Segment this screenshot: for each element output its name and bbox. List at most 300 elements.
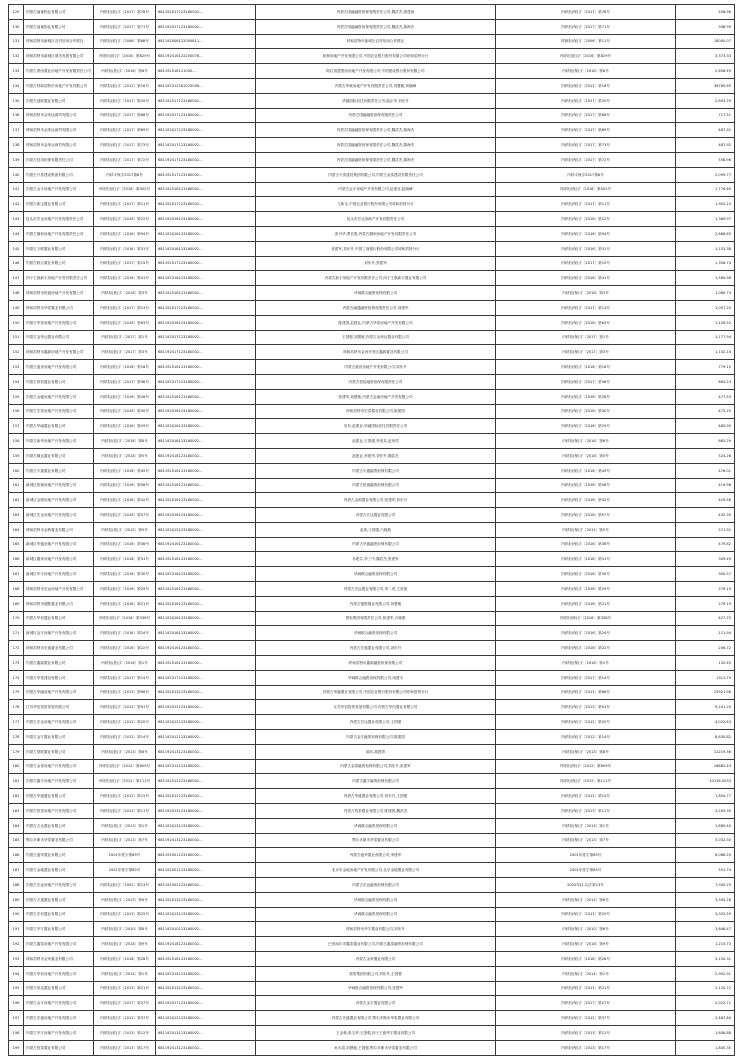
guarantor-cell: 张建军,刘慧敏,内蒙古金地房地产开发有限公司 [256, 389, 496, 404]
certificate-number-cell: 内呼担(保)字〔2010〕第8号 [496, 922, 676, 937]
guarantor-cell: 呼和浩特市新城区农村信用合作联社 [256, 34, 496, 49]
company-name-cell: 新城区金源房地产开发有限公司 [24, 493, 94, 508]
guarantor-cell: 江苏华信投资发展有限公司,内蒙古华信置业有限公司 [256, 700, 496, 715]
registration-code-cell: 681192017123180002... [156, 123, 256, 138]
company-name-cell: 四子王旗新宇房地产开发有限责任公司 [24, 271, 94, 286]
row-number: 151 [9, 330, 24, 345]
company-name-cell: 内蒙古金宇房地产开发有限公司 [24, 996, 94, 1011]
contract-number-cell: 内呼担(抵)字〔2016〕第30号 [94, 404, 156, 419]
amount-cell: 3,925.59 [676, 907, 735, 922]
amount-cell: 3,646.47 [676, 922, 735, 937]
row-number: 129 [9, 5, 24, 20]
guarantor-cell: 呼和浩特市华宇置业有限公司,刘东升 [256, 922, 496, 937]
row-number: 177 [9, 715, 24, 730]
registration-code-cell: 681192017123180002... [156, 167, 256, 182]
registration-code-cell: 681192016123180002... [156, 537, 256, 552]
amount-cell: 485.95 [676, 419, 735, 434]
certificate-number-cell: 2001年度字第65号 [496, 848, 676, 863]
contract-number-cell: 内呼担(抵)字〔2016〕第57号 [94, 508, 156, 523]
table-row [9, 611, 735, 626]
amount-cell: 2,022.71 [676, 996, 735, 1011]
company-name-cell: 内蒙古联合置业有限公司 [24, 256, 94, 271]
registration-code-cell: 681192018123180002... [156, 182, 256, 197]
contract-number-cell: 内呼担(抵)字〔2017〕第72号 [94, 152, 156, 167]
guarantor-cell: 乾坤房地产开发有限公司,中国农业银行股份有限公司呼和浩特分行 [256, 49, 496, 64]
company-name-cell: 内蒙古金地置业有限公司 [24, 863, 94, 878]
amount-cell: 1,854.77 [676, 789, 735, 804]
company-name-cell: 内蒙古宏达房地产开发有限公司 [24, 715, 94, 730]
certificate-number-cell: 内呼担(保)字〔2018〕第9号 [496, 937, 676, 952]
amount-cell: 18682.43 [676, 759, 735, 774]
guarantor-cell: 内蒙古国融融资担保有限责任公司,魏武杰,陈海杰 [256, 123, 496, 138]
contract-number-cell: 内呼担(抵)字〔2016〕第41号 [94, 271, 156, 286]
contract-number-cell: 内呼担(抵)字〔2006〕第88号 [94, 34, 156, 49]
contract-number-cell: 内呼担(抵)字〔2013〕第6号 [94, 892, 156, 907]
contract-number-cell: 内呼担(抵)字〔2013〕第21号 [94, 981, 156, 996]
company-name-cell: 内蒙古呼和浩特市房地产开发有限公司 [24, 78, 94, 93]
contract-number-cell: 内呼担(抵)字〔2018〕第002号 [94, 182, 156, 197]
table-row [9, 138, 735, 153]
row-number: 133 [9, 64, 24, 79]
amount-cell: 1,210.73 [676, 937, 735, 952]
table-row [9, 49, 735, 64]
contract-number-cell: 内呼担(抵)字〔2013〕第11号 [94, 804, 156, 819]
company-name-cell: 内蒙古华融房地产开发有限公司 [24, 685, 94, 700]
table-row [9, 152, 735, 167]
company-name-cell: 内蒙古新宝置业有限公司 [24, 197, 94, 212]
guarantor-cell: 内蒙古德胜置业有限公司,刘慧敏 [256, 596, 496, 611]
company-name-cell: 内蒙古恒达置业有限公司 [24, 981, 94, 996]
row-number: 156 [9, 404, 24, 419]
company-name-cell: 内蒙古金荣达置业有限公司 [24, 330, 94, 345]
certificate-number-cell: 内呼担(保)字〔2016〕第29号 [496, 582, 676, 597]
row-number: 191 [9, 922, 24, 937]
row-number: 131 [9, 34, 24, 49]
guarantor-cell: 北京市金地房地产开发有限公司,北京金地置业有限公司 [256, 863, 496, 878]
company-name-cell: 内蒙古盛世房地产开发有限公司 [24, 360, 94, 375]
registration-code-cell: 681192017123180002... [156, 330, 256, 345]
guarantor-cell: 内蒙古金源置业有限公司,张建军,刘东升 [256, 493, 496, 508]
amount-cell: 476.01 [676, 463, 735, 478]
registration-code-cell: 681192017123180002... [156, 108, 256, 123]
amount-cell: 10126.5033 [676, 774, 735, 789]
amount-cell: 419.98 [676, 478, 735, 493]
certificate-number-cell: 内呼担(保)字〔2018〕第5号 [496, 448, 676, 463]
guarantor-cell: 内蒙古宏达置业有限公司,王国强 [256, 715, 496, 730]
contract-number-cell: 内呼担(抵)字〔2017〕第3号 [94, 345, 156, 360]
amount-cell: 398.99 [676, 19, 735, 34]
registration-code-cell: 681192016122200076... [156, 49, 256, 64]
row-number: 169 [9, 596, 24, 611]
contract-number-cell: 内呼担(抵)字〔2017〕第73号 [94, 138, 156, 153]
registration-code-cell: 681192012123180002... [156, 774, 256, 789]
contract-number-cell: 内呼担(抵)字〔2016〕第30号 [94, 567, 156, 582]
row-number: 199 [9, 1040, 24, 1055]
table-row [9, 522, 735, 537]
guarantor-cell: 内蒙古新宇房地产开发有限责任公司,四子王旗新宇置业有限公司 [256, 271, 496, 286]
guarantor-cell: 华融国际信托有限责任公司,陆正华,刘东升 [256, 93, 496, 108]
registration-code-cell: 681192016123180002... [156, 419, 256, 434]
contract-number-cell: 内呼担(抵)字〔2016〕第28号 [94, 389, 156, 404]
certificate-number-cell: 内呼担(保)字〔2017〕第68号 [496, 108, 676, 123]
guarantor-cell: 赵建业,李建华,刘东升,魏武杰 [256, 448, 496, 463]
table-row [9, 582, 735, 597]
amount-cell: 2,666.65 [676, 226, 735, 241]
row-number: 178 [9, 730, 24, 745]
table-row [9, 448, 735, 463]
amount-cell: 36765.65 [676, 78, 735, 93]
registry-table [8, 4, 735, 1056]
table-row [9, 537, 735, 552]
company-name-cell: 包头市宏达房地产开发有限责任公司 [24, 212, 94, 227]
company-name-cell: 内蒙古恒泰房地产开发有限公司 [24, 804, 94, 819]
registration-code-cell: 681192013123180002... [156, 685, 256, 700]
contract-number-cell: 内呼担(抵)字〔2012〕第91号 [94, 700, 156, 715]
registration-code-cell: 681192016123180002... [156, 508, 256, 523]
amount-cell: 1,153.38 [676, 241, 735, 256]
amount-cell: 2,902.91 [676, 966, 735, 981]
registration-code-cell: 681192016123180002... [156, 271, 256, 286]
company-name-cell: 内蒙古鑫泰房地产开发有限公司 [24, 937, 94, 952]
guarantor-cell: 蒙电集团有限责任公司,张建军,白晓燕 [256, 611, 496, 626]
company-name-cell: 内蒙古宏信置业有限公司 [24, 907, 94, 922]
amount-cell: 9,241.20 [676, 700, 735, 715]
row-number: 168 [9, 582, 24, 597]
contract-number-cell: 内呼担(抵)字〔2018〕第31号 [94, 552, 156, 567]
guarantor-cell: 乔建芬,李三中,魏武杰,张建军 [256, 552, 496, 567]
contract-number-cell: 内呼担(抵)字〔2017〕第27号 [94, 996, 156, 1011]
guarantor-cell: 孙永清,刘慧敏,王国强,鄂尔多斯市华泰置业有限公司 [256, 1040, 496, 1055]
company-name-cell: 新城区华宇房地产开发有限公司 [24, 567, 94, 582]
amount-cell: 779.15 [676, 360, 735, 375]
amount-cell: 1,689.40 [676, 818, 735, 833]
guarantor-cell: 包头市宏达房地产开发有限责任公司 [256, 212, 496, 227]
amount-cell: 7,945.25 [676, 878, 735, 893]
row-number: 164 [9, 522, 24, 537]
row-number: 144 [9, 226, 24, 241]
amount-cell: 419.58 [676, 493, 735, 508]
company-name-cell: 新城区鑫荣房地产开发有限公司 [24, 552, 94, 567]
amount-cell: 1,177.94 [676, 330, 735, 345]
guarantor-cell: 华诚联合融资担保有限公司 [256, 626, 496, 641]
registration-code-cell: 681192002123180002... [156, 878, 256, 893]
table-row [9, 848, 735, 863]
guarantor-cell: 内蒙古宏远融资担保有限公司 [256, 878, 496, 893]
guarantor-cell: 华诚联合融资担保有限公司,周建平 [256, 670, 496, 685]
contract-number-cell: 内呼担(抵)字〔2013〕第8号 [94, 744, 156, 759]
company-name-cell: 内蒙古万通置业有限公司 [24, 892, 94, 907]
company-name-cell: 内蒙古福巢物业有限公司 [24, 19, 94, 34]
contract-number-cell: 内呼担(抵)字〔2012〕第37号 [94, 1011, 156, 1026]
row-number: 163 [9, 508, 24, 523]
table-row [9, 863, 735, 878]
certificate-number-cell: 内呼担(保)字〔2012〕第37号 [496, 1011, 676, 1026]
contract-number-cell: 内呼担(抵)字〔2016〕第63号 [94, 315, 156, 330]
registration-code-cell: 681192016123180002... [156, 463, 256, 478]
amount-cell: 1,560.98 [676, 271, 735, 286]
certificate-number-cell: 2002年[2-2]字第13号 [496, 878, 676, 893]
company-name-cell: 内蒙古万联置业有限公司 [24, 241, 94, 256]
guarantor-cell: 内蒙古恒信融资担保有限责任公司 [256, 374, 496, 389]
row-number: 143 [9, 212, 24, 227]
table-row [9, 952, 735, 967]
contract-number-cell: 内呼担(抵)字〔2013〕第7号 [94, 833, 156, 848]
registration-code-cell: 681192010123180002... [156, 922, 256, 937]
contract-number-cell: 内呼担(抵)字〔2016〕第18号 [94, 360, 156, 375]
registration-code-cell: 681192013123180002... [156, 981, 256, 996]
company-name-cell: 呼和浩特市鑫源房地产开发有限公司 [24, 345, 94, 360]
contract-number-cell: 内呼丰保字2017第8号 [94, 167, 156, 182]
amount-cell: 18000.07 [676, 34, 735, 49]
company-name-cell: 内蒙古兴泰建设集团有限公司 [24, 167, 94, 182]
guarantor-cell: 鄂尔多斯市华泰置业有限公司 [256, 833, 496, 848]
registration-code-cell: 681192017123180002... [156, 19, 256, 34]
registration-code-cell: 681192018123180002... [156, 952, 256, 967]
contract-number-cell: 内呼担(抵)字〔2016〕第29号 [94, 419, 156, 434]
certificate-number-cell: 内呼担(保)字〔2016〕第49号 [496, 463, 676, 478]
row-number: 161 [9, 478, 24, 493]
contract-number-cell: 内呼担(抵)字〔2018〕第3号 [94, 286, 156, 301]
company-name-cell: 内蒙古恒信置业有限公司 [24, 374, 94, 389]
guarantor-cell: 华诚联合融资担保有限公司 [256, 818, 496, 833]
company-name-cell: 呼和浩特市金桥置业有限公司 [24, 522, 94, 537]
table-row [9, 596, 735, 611]
row-number: 136 [9, 108, 24, 123]
table-row [9, 300, 735, 315]
contract-number-cell: 内呼担(抵)字〔2017〕第11号 [94, 197, 156, 212]
contract-number-cell: 内呼担(抵)字〔2014〕第1号 [94, 966, 156, 981]
amount-cell: 558.96 [676, 152, 735, 167]
certificate-number-cell: 内呼担(保)字〔2012〕第609号 [496, 759, 676, 774]
guarantor-cell: 王新宝,中国农业银行股份有限公司呼和浩特分行 [256, 197, 496, 212]
row-number: 173 [9, 656, 24, 671]
contract-number-cell: 内呼担(抵)字〔2012〕第20号 [94, 715, 156, 730]
registration-code-cell: 681192012181070008... [156, 78, 256, 93]
registration-code-cell: 681192018123180002... [156, 552, 256, 567]
table-row [9, 463, 735, 478]
row-number: 171 [9, 626, 24, 641]
certificate-number-cell: 内呼担(保)字〔2016〕第42号 [496, 493, 676, 508]
company-name-cell: 内蒙古信用担保有限责任公司 [24, 152, 94, 167]
table-row [9, 656, 735, 671]
guarantor-cell: 赵贵,王国强,白晓燕 [256, 522, 496, 537]
amount-cell: 2,467.80 [676, 1011, 735, 1026]
amount-cell: 3,205.35 [676, 804, 735, 819]
guarantor-cell: 吴东,赵建业,华融国际信托有限责任公司 [256, 419, 496, 434]
guarantor-cell: 内蒙古华威房地产开发有限责任公司,刘慧敏,刘晓峰 [256, 78, 496, 93]
table-row [9, 670, 735, 685]
company-name-cell: 内蒙古鑫源置业有限公司 [24, 656, 94, 671]
certificate-number-cell: 内呼担(保)字〔2016〕第30号 [496, 404, 676, 419]
amount-cell: 1,156.52 [676, 315, 735, 330]
row-number: 194 [9, 966, 24, 981]
certificate-number-cell: 内呼担(保)字〔2017〕第69号 [496, 123, 676, 138]
contract-number-cell: 内呼担(抵)字〔2016〕第24号 [94, 626, 156, 641]
table-row [9, 330, 735, 345]
guarantor-cell: 王国强,刘慧敏,内蒙古金荣达置业有限公司 [256, 330, 496, 345]
certificate-number-cell: 内呼担(保)字〔2016〕第29号 [496, 419, 676, 434]
company-name-cell: 内蒙古新华房地产开发有限公司 [24, 434, 94, 449]
row-number: 134 [9, 78, 24, 93]
certificate-number-cell: 内呼担(保)字〔2018〕第002号 [496, 182, 676, 197]
amount-cell: 4,022.43 [676, 715, 735, 730]
table-row [9, 286, 735, 301]
row-number: 159 [9, 448, 24, 463]
registration-code-cell: 681192016123180002... [156, 434, 256, 449]
registration-code-cell: 681192013123180002... [156, 907, 256, 922]
row-number: 172 [9, 641, 24, 656]
guarantor-cell: 张丹华,贾长胜,内蒙古顺和房地产开发有限责任公司 [256, 226, 496, 241]
company-name-cell: 内蒙古宏盛房地产开发有限公司 [24, 1011, 94, 1026]
amount-cell: 3,373.33 [676, 49, 735, 64]
guarantor-cell: 内蒙古华盛置业有限公司,刘东升,王国强 [256, 789, 496, 804]
table-row [9, 878, 735, 893]
company-name-cell: 内蒙古宇通置业有限公司 [24, 463, 94, 478]
row-number: 158 [9, 434, 24, 449]
table-row [9, 996, 735, 1011]
guarantor-cell: 蒙泰集团有限公司,刘东升,王国强 [256, 966, 496, 981]
registration-code-cell: 681192017123180002... [156, 152, 256, 167]
amount-cell: 279.19 [676, 582, 735, 597]
registration-code-cell: 681192016123180002... [156, 212, 256, 227]
company-name-cell: 内蒙古顺达置业有限公司 [24, 448, 94, 463]
company-name-cell: 新城区金宇房地产开发有限公司 [24, 626, 94, 641]
row-number: 174 [9, 670, 24, 685]
table-row [9, 1040, 735, 1055]
company-name-cell: 内蒙古金泰房地产开发有限公司 [24, 759, 94, 774]
contract-number-cell: 内呼担(抵)字〔2016〕第36号 [94, 537, 156, 552]
company-name-cell: 新城区恒瑞房地产开发有限公司 [24, 478, 94, 493]
contract-number-cell: 内呼担(抵)字〔2018〕第8号 [94, 64, 156, 79]
certificate-number-cell: 内呼担(保)字〔2016〕第41号 [496, 271, 676, 286]
certificate-number-cell: 内呼担(保)字〔2016〕第58号 [496, 478, 676, 493]
certificate-number-cell: 内呼担(保)字〔2017〕第15号 [496, 256, 676, 271]
amount-cell: 3,150.31 [676, 952, 735, 967]
contract-number-cell: 内呼担(抵)字〔2016〕第338号 [94, 611, 156, 626]
registration-code-cell: 681192014123180002... [156, 966, 256, 981]
guarantor-cell: 内蒙古华盛融资担保有限公司 [256, 537, 496, 552]
amount-cell: 663.23 [676, 374, 735, 389]
company-name-cell: 呼和浩特市金荣达商贸有限公司 [24, 138, 94, 153]
certificate-number-cell: 2001年度字第85号 [496, 863, 676, 878]
table-row [9, 789, 735, 804]
certificate-number-cell: 内呼担(保)字〔2017〕第3号 [496, 345, 676, 360]
certificate-number-cell: 内呼担(保)字〔2012〕第16号 [496, 78, 676, 93]
table-row [9, 937, 735, 952]
row-number: 165 [9, 537, 24, 552]
registration-code-cell: 681192012123180002... [156, 1011, 256, 1026]
certificate-number-cell: 内呼担(保)字〔2017〕第1号 [496, 330, 676, 345]
registration-code-cell: 681192012123180002... [156, 759, 256, 774]
table-row [9, 833, 735, 848]
certificate-number-cell: 内呼担(保)字〔2016〕第30号 [496, 567, 676, 582]
contract-number-cell: 内呼担(抵)字〔2010〕第8号 [94, 922, 156, 937]
row-number: 192 [9, 937, 24, 952]
registration-code-cell: 681192012123180002... [156, 730, 256, 745]
registration-code-cell: 681192017123180002... [156, 374, 256, 389]
company-name-cell: 呼和浩特市宏远房地产开发有限公司 [24, 582, 94, 597]
guarantor-cell: 呼和浩特市宏泰置业有限公司,陈建国 [256, 404, 496, 419]
row-number: 170 [9, 611, 24, 626]
certificate-number-cell: 内呼担(保)字〔2012〕第14号 [496, 730, 676, 745]
certificate-number-cell: 内呼担(保)字〔2016〕第18号 [496, 360, 676, 375]
table-row [9, 167, 735, 182]
amount-cell: 300.57 [676, 567, 735, 582]
registration-code-cell: 681192006122000811... [156, 34, 256, 49]
certificate-number-cell: 内呼担(保)字〔2016〕第22号 [496, 212, 676, 227]
registration-code-cell: 681192018121000... [156, 64, 256, 79]
company-name-cell: 内蒙古顺和房地产开发有限责任公司 [24, 226, 94, 241]
registration-code-cell: 681192016123180002... [156, 641, 256, 656]
row-number: 195 [9, 981, 24, 996]
amount-cell: 8,630.82 [676, 730, 735, 745]
table-row [9, 641, 735, 656]
certificate-number-cell: 内呼担(保)字〔2016〕第21号 [496, 596, 676, 611]
contract-number-cell: 内呼担(抵)字〔2017〕第15号 [94, 256, 156, 271]
certificate-number-cell: 内呼担(保)字〔2017〕第36号 [496, 374, 676, 389]
guarantor-cell: 内蒙古国融融资担保有限责任公司 [256, 108, 496, 123]
certificate-number-cell: 内呼担(保)字〔2013〕第66号 [496, 685, 676, 700]
registration-code-cell: 681192016123180002... [156, 404, 256, 419]
guarantor-cell: 内蒙古国融融资担保有限责任公司,魏武杰,黄建涛 [256, 5, 496, 20]
guarantor-cell: 呼和浩特市鑫源融资担保有限公司 [256, 656, 496, 671]
contract-number-cell: 内呼担(抵)字〔2017〕第13号 [94, 300, 156, 315]
company-name-cell: 江苏华信投资发展有限公司 [24, 700, 94, 715]
registration-code-cell: 681192017123180002... [156, 670, 256, 685]
contract-number-cell: 内呼担(抵)字〔2017〕第36号 [94, 374, 156, 389]
company-name-cell: 呼和浩特市宏盛置业有限公司 [24, 641, 94, 656]
amount-cell: 309.49 [676, 552, 735, 567]
row-number: 135 [9, 93, 24, 108]
registration-code-cell: 681192016123180002... [156, 493, 256, 508]
registration-code-cell: 681192013123180002... [156, 804, 256, 819]
company-name-cell: 鄂尔多斯市华泰置业有限公司 [24, 833, 94, 848]
contract-number-cell: 内呼担(抵)字〔2012〕第111号 [94, 774, 156, 789]
registration-code-cell: 681192016123180002... [156, 478, 256, 493]
certificate-number-cell: 内呼担(保)字〔2013〕第1号 [496, 818, 676, 833]
table-row [9, 730, 735, 745]
contract-number-cell: 内呼担(抵)字〔2017〕第20号 [94, 93, 156, 108]
row-number: 153 [9, 360, 24, 375]
guarantor-cell: 内蒙古盛华置业有限公司,李建华 [256, 848, 496, 863]
amount-cell: 717.51 [676, 108, 735, 123]
row-number: 142 [9, 197, 24, 212]
guarantor-cell: 内蒙古国融融资担保有限责任公司,魏武杰,陈海杰 [256, 19, 496, 34]
table-row [9, 419, 735, 434]
registration-code-cell: 681192017123180002... [156, 256, 256, 271]
contract-number-cell: 内呼担(抵)字〔2016〕第22号 [94, 212, 156, 227]
certificate-number-cell: 内呼丰保字2017第8号 [496, 167, 676, 182]
company-name-cell: 内蒙古华泰建设有限公司 [24, 670, 94, 685]
row-number: 148 [9, 286, 24, 301]
registration-code-cell: 681192017123180002... [156, 93, 256, 108]
table-row [9, 508, 735, 523]
registration-code-cell: 681192013123180002... [156, 1040, 256, 1055]
registration-code-cell: 681192012123180002... [156, 700, 256, 715]
certificate-number-cell: 呼商担(保)字〔2006〕第11号 [496, 34, 676, 49]
contract-number-cell: 内呼担(抵)字〔2013〕第1号 [94, 818, 156, 833]
certificate-number-cell: 内呼担(保)字〔2012〕第91号 [496, 700, 676, 715]
registration-code-cell: 681192017123180002... [156, 996, 256, 1011]
row-number: 198 [9, 1025, 24, 1040]
contract-number-cell: 内呼担(抵)字〔2018〕第28号 [94, 952, 156, 967]
certificate-number-cell: 内呼担(保)字〔2016〕第94号 [496, 226, 676, 241]
company-name-cell: 新城区宏达房地产开发有限公司 [24, 508, 94, 523]
amount-cell: 12219.36 [676, 744, 735, 759]
certificate-number-cell: 内呼担(保)字〔2012〕第20号 [496, 715, 676, 730]
row-number: 187 [9, 863, 24, 878]
amount-cell: 1,132.14 [676, 345, 735, 360]
